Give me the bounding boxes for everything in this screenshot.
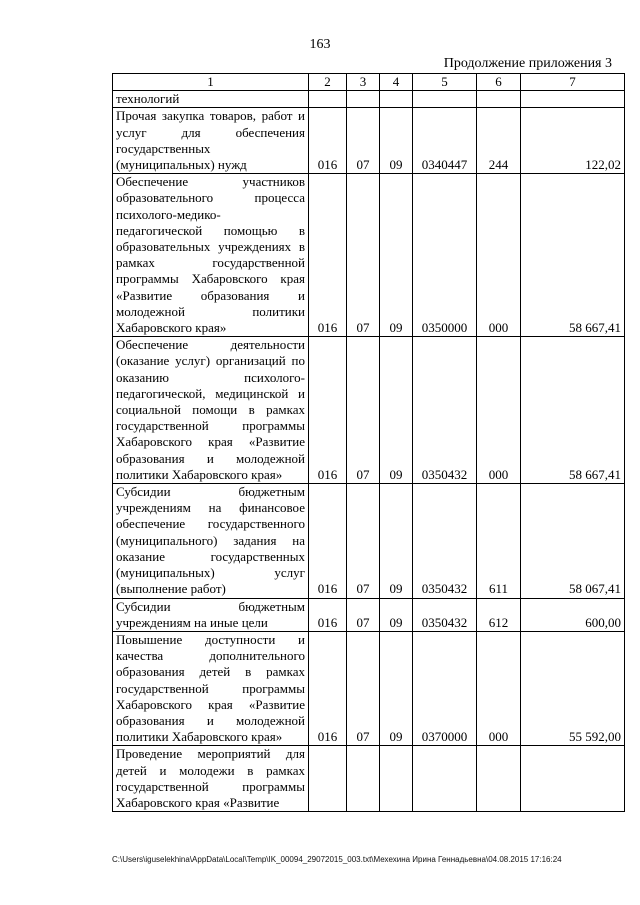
row-name-cell: Обеспечение деятельности (оказание услуг) организаций по оказанию психолого-педагогической, медицинской и социальной помощи в рамках государственной программы Хабаровского края «Развитие образования и молодежной политики Хабаровского края» bbox=[113, 337, 309, 484]
row-code-cell bbox=[413, 746, 477, 812]
row-code-cell: 016 bbox=[309, 174, 347, 337]
row-amount-cell: 55 592,00 bbox=[521, 631, 625, 745]
budget-table bbox=[112, 73, 625, 812]
row-code-cell: 016 bbox=[309, 337, 347, 484]
row-code-cell bbox=[309, 91, 347, 108]
row-amount-cell: 58 667,41 bbox=[521, 337, 625, 484]
row-name-cell: технологий bbox=[113, 91, 309, 108]
table-row bbox=[113, 631, 625, 745]
continuation-label: Продолжение приложения 3 bbox=[443, 56, 612, 71]
row-amount-cell: 122,02 bbox=[521, 108, 625, 174]
row-code-cell bbox=[309, 746, 347, 812]
row-name-cell: Субсидии бюджетным учреждениям на финансовое обеспечение государственного (муниципального) задания на оказание государственных (муниципальных) услуг (выполнение работ) bbox=[113, 484, 309, 598]
column-header: 2 bbox=[309, 74, 347, 91]
row-code-cell bbox=[380, 746, 413, 812]
row-code-cell: 07 bbox=[347, 598, 380, 631]
row-code-cell: 244 bbox=[477, 108, 521, 174]
row-code-cell: 000 bbox=[477, 337, 521, 484]
table-row bbox=[113, 91, 625, 108]
row-code-cell: 611 bbox=[477, 484, 521, 598]
table-row bbox=[113, 108, 625, 174]
row-code-cell: 016 bbox=[309, 484, 347, 598]
row-amount-cell: 600,00 bbox=[521, 598, 625, 631]
table-header-row bbox=[113, 74, 625, 91]
row-code-cell: 612 bbox=[477, 598, 521, 631]
row-code-cell: 07 bbox=[347, 108, 380, 174]
row-code-cell: 0370000 bbox=[413, 631, 477, 745]
row-code-cell bbox=[347, 746, 380, 812]
row-code-cell: 0350432 bbox=[413, 337, 477, 484]
table-row bbox=[113, 484, 625, 598]
file-path-footer: C:\Users\iguselekhina\AppData\Local\Temp\IK_00094_29072015_003.txt\Мехехина Ирина Геннадьевна\04.08.2015 17:16:24 bbox=[112, 855, 562, 864]
row-amount-cell: 58 667,41 bbox=[521, 174, 625, 337]
row-code-cell: 0350432 bbox=[413, 598, 477, 631]
row-code-cell: 07 bbox=[347, 337, 380, 484]
row-code-cell bbox=[477, 91, 521, 108]
row-code-cell: 016 bbox=[309, 631, 347, 745]
table-row bbox=[113, 174, 625, 337]
table-row bbox=[113, 598, 625, 631]
row-code-cell bbox=[413, 91, 477, 108]
row-code-cell: 016 bbox=[309, 598, 347, 631]
column-header: 5 bbox=[413, 74, 477, 91]
row-name-cell: Обеспечение участников образовательного процесса психолого-медико-педагогической помощью в образовательных учреждениях в рамках государственной программы Хабаровского края «Развитие образования и молодежной политики Хабаровского края» bbox=[113, 174, 309, 337]
column-header: 1 bbox=[113, 74, 309, 91]
row-code-cell bbox=[477, 746, 521, 812]
row-name-cell: Прочая закупка товаров, работ и услуг для обеспечения государственных (муниципальных) нужд bbox=[113, 108, 309, 174]
page-number: 163 bbox=[309, 37, 331, 52]
row-code-cell: 07 bbox=[347, 174, 380, 337]
table-row bbox=[113, 746, 625, 812]
row-name-cell: Повышение доступности и качества дополнительного образования детей в рамках государственной программы Хабаровского края «Развитие образования и молодежной политики Хабаровского края» bbox=[113, 631, 309, 745]
row-name-cell: Проведение мероприятий для детей и молодежи в рамках государственной программы Хабаровского края «Развитие bbox=[113, 746, 309, 812]
column-header: 4 bbox=[380, 74, 413, 91]
row-code-cell: 09 bbox=[380, 631, 413, 745]
row-code-cell: 000 bbox=[477, 631, 521, 745]
column-header: 7 bbox=[521, 74, 625, 91]
row-code-cell: 07 bbox=[347, 484, 380, 598]
row-amount-cell: 58 067,41 bbox=[521, 484, 625, 598]
table-row bbox=[113, 337, 625, 484]
column-header: 6 bbox=[477, 74, 521, 91]
row-code-cell: 07 bbox=[347, 631, 380, 745]
row-code-cell: 09 bbox=[380, 337, 413, 484]
row-amount-cell bbox=[521, 91, 625, 108]
row-code-cell: 016 bbox=[309, 108, 347, 174]
row-code-cell: 09 bbox=[380, 174, 413, 337]
row-code-cell: 0350000 bbox=[413, 174, 477, 337]
row-amount-cell bbox=[521, 746, 625, 812]
row-code-cell: 09 bbox=[380, 598, 413, 631]
row-name-cell: Субсидии бюджетным учреждениям на иные цели bbox=[113, 598, 309, 631]
row-code-cell: 09 bbox=[380, 484, 413, 598]
row-code-cell bbox=[380, 91, 413, 108]
column-header: 3 bbox=[347, 74, 380, 91]
row-code-cell: 09 bbox=[380, 108, 413, 174]
row-code-cell bbox=[347, 91, 380, 108]
row-code-cell: 0350432 bbox=[413, 484, 477, 598]
row-code-cell: 0340447 bbox=[413, 108, 477, 174]
row-code-cell: 000 bbox=[477, 174, 521, 337]
